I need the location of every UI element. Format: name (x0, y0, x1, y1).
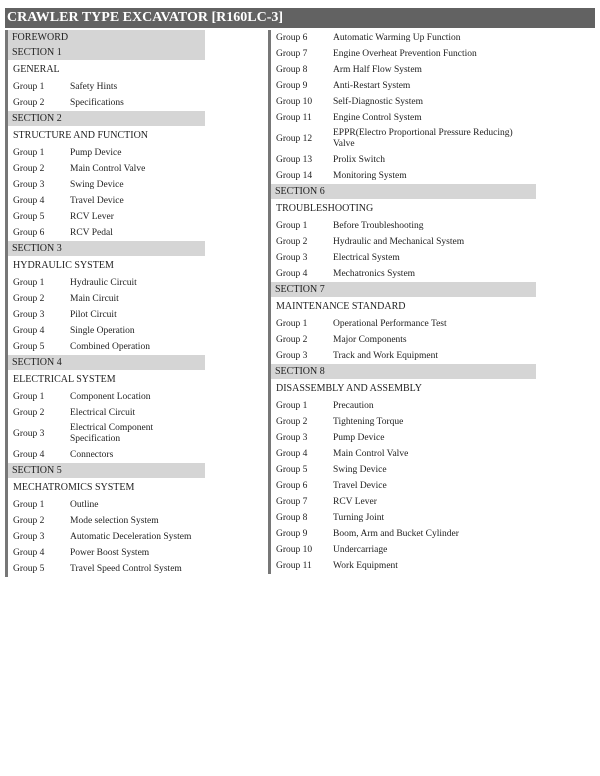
toc-group-link[interactable] (268, 558, 536, 574)
group-title: Pilot Circuit (70, 309, 117, 320)
section-title-structure-and-function[interactable]: STRUCTURE AND FUNCTION (5, 126, 205, 145)
section-title-general[interactable]: GENERAL (5, 60, 205, 79)
group-number: Group 7 (276, 49, 308, 59)
group-number: Group 2 (13, 164, 45, 174)
toc-left-column (5, 30, 205, 577)
toc-group-link[interactable] (268, 78, 536, 94)
toc-group-link[interactable] (5, 161, 205, 177)
group-title: Component Location (70, 391, 151, 402)
section-header-section-8[interactable]: SECTION 8 (268, 364, 536, 379)
group-number: Group 5 (13, 342, 45, 352)
group-number: Group 8 (276, 65, 308, 75)
toc-group-link[interactable] (268, 542, 536, 558)
toc-group-link[interactable] (5, 447, 205, 463)
group-number: Group 3 (13, 310, 45, 320)
toc-group-link[interactable] (5, 421, 205, 447)
group-title: RCV Lever (70, 211, 114, 222)
toc-group-link[interactable] (268, 332, 536, 348)
group-title: Single Operation (70, 325, 135, 336)
section-title-maintenance-standard[interactable]: MAINTENANCE STANDARD (268, 297, 536, 316)
page-title: CRAWLER TYPE EXCAVATOR [R160LC-3] (5, 8, 595, 28)
group-title: Automatic Deceleration System (70, 531, 192, 542)
section-header-section-2[interactable]: SECTION 2 (5, 111, 205, 126)
section-title-troubleshooting[interactable]: TROUBLESHOOTING (268, 199, 536, 218)
group-title: Undercarriage (333, 544, 388, 555)
toc-group-link[interactable] (268, 250, 536, 266)
section-title-disassembly-and-assembly[interactable]: DISASSEMBLY AND ASSEMBLY (268, 379, 536, 398)
toc-group-link[interactable] (5, 95, 205, 111)
toc-group-link[interactable] (268, 348, 536, 364)
group-title: Swing Device (333, 464, 387, 475)
group-title: Work Equipment (333, 560, 398, 571)
group-number: Group 6 (276, 33, 308, 43)
toc-group-link[interactable] (268, 414, 536, 430)
group-number: Group 5 (13, 212, 45, 222)
group-number: Group 4 (13, 326, 45, 336)
toc-group-link[interactable] (5, 291, 205, 307)
toc-group-link[interactable] (5, 275, 205, 291)
group-number: Group 2 (276, 237, 308, 247)
group-number: Group 1 (13, 500, 45, 510)
group-number: Group 9 (276, 81, 308, 91)
group-title: Turning Joint (333, 512, 385, 523)
group-title: Electrical System (333, 252, 400, 263)
toc-group-link[interactable] (5, 209, 205, 225)
toc-group-link[interactable] (268, 494, 536, 510)
group-title: Arm Half Flow System (333, 64, 422, 75)
group-number: Group 8 (276, 513, 308, 523)
group-number: Group 5 (276, 465, 308, 475)
group-number: Group 1 (276, 319, 308, 329)
group-title: Power Boost System (70, 547, 150, 558)
group-number: Group 2 (276, 417, 308, 427)
group-title: Self-Diagnostic System (333, 96, 423, 107)
group-title: Operational Performance Test (333, 318, 447, 329)
group-title: Pump Device (333, 432, 385, 443)
toc-group-link[interactable] (268, 30, 536, 46)
group-title: Electrical Component Specification (70, 423, 154, 444)
group-number: Group 3 (13, 180, 45, 190)
group-title: Mechatronics System (333, 268, 416, 279)
group-title: Track and Work Equipment (333, 350, 439, 361)
group-number: Group 13 (276, 155, 313, 165)
group-title: RCV Pedal (70, 227, 113, 238)
group-title: Prolix Switch (333, 154, 385, 165)
toc-group-link[interactable] (5, 225, 205, 241)
group-title: Safety Hints (70, 81, 118, 92)
group-title: Main Control Valve (70, 163, 146, 174)
group-number: Group 3 (276, 253, 308, 263)
group-number: Group 10 (276, 97, 313, 107)
group-number: Group 1 (276, 221, 308, 231)
toc-group-link[interactable] (5, 339, 205, 355)
group-number: Group 4 (13, 450, 45, 460)
section-title-mechatromics-system[interactable]: MECHATROMICS SYSTEM (5, 478, 205, 497)
section-header-foreword[interactable]: FOREWORD (5, 30, 205, 45)
group-number: Group 10 (276, 545, 313, 555)
toc-group-link[interactable] (268, 446, 536, 462)
group-title: Hydraulic and Mechanical System (333, 236, 465, 247)
group-title: Hydraulic Circuit (70, 277, 137, 288)
group-number: Group 6 (13, 228, 45, 238)
toc-right-column (268, 30, 536, 574)
group-number: Group 14 (276, 171, 313, 181)
group-title: Main Control Valve (333, 448, 409, 459)
group-number: Group 2 (276, 335, 308, 345)
section-title-electrical-system[interactable]: ELECTRICAL SYSTEM (5, 370, 205, 389)
toc-group-link[interactable] (268, 316, 536, 332)
toc-group-link[interactable] (268, 266, 536, 282)
group-number: Group 3 (13, 429, 45, 439)
group-title: Monitoring System (333, 170, 407, 181)
group-title: Outline (70, 499, 99, 510)
group-title: Pump Device (70, 147, 122, 158)
group-number: Group 9 (276, 529, 308, 539)
group-number: Group 1 (276, 401, 308, 411)
group-number: Group 6 (276, 481, 308, 491)
toc-group-link[interactable] (268, 168, 536, 184)
toc-group-link[interactable] (5, 193, 205, 209)
section-header-section-7[interactable]: SECTION 7 (268, 282, 536, 297)
toc-group-link[interactable] (268, 430, 536, 446)
group-title: EPPR(Electro Proportional Pressure Reducing) Valve (333, 128, 513, 149)
group-number: Group 1 (13, 392, 45, 402)
group-number: Group 7 (276, 497, 308, 507)
toc-group-link[interactable] (5, 529, 205, 545)
group-number: Group 2 (13, 98, 45, 108)
group-number: Group 11 (276, 113, 312, 123)
group-number: Group 3 (276, 433, 308, 443)
group-title: Precaution (333, 400, 374, 411)
group-number: Group 11 (276, 561, 312, 571)
group-number: Group 3 (13, 532, 45, 542)
group-number: Group 1 (13, 148, 45, 158)
group-number: Group 2 (13, 294, 45, 304)
group-title: Travel Device (70, 195, 124, 206)
group-number: Group 12 (276, 134, 313, 144)
toc-group-link[interactable] (5, 389, 205, 405)
group-title: Major Components (333, 334, 407, 345)
group-number: Group 1 (13, 278, 45, 288)
group-number: Group 4 (276, 449, 308, 459)
toc-group-link[interactable] (268, 46, 536, 62)
toc-group-link[interactable] (268, 526, 536, 542)
toc-group-link[interactable] (268, 234, 536, 250)
toc-group-link[interactable] (5, 497, 205, 513)
group-title: Engine Control System (333, 112, 422, 123)
group-title: RCV Lever (333, 496, 377, 507)
toc-group-link[interactable] (5, 545, 205, 561)
group-title: Automatic Warming Up Function (333, 32, 461, 43)
toc-group-link[interactable] (268, 94, 536, 110)
group-number: Group 2 (13, 408, 45, 418)
group-title: Engine Overheat Prevention Function (333, 48, 477, 59)
group-title: Before Troubleshooting (333, 220, 424, 231)
group-number: Group 4 (13, 196, 45, 206)
group-title: Anti-Restart System (333, 80, 411, 91)
group-title: Main Circuit (70, 293, 119, 304)
toc-group-link[interactable] (5, 145, 205, 161)
section-header-section-5[interactable]: SECTION 5 (5, 463, 205, 478)
group-title: Swing Device (70, 179, 124, 190)
group-title: Combined Operation (70, 341, 150, 352)
section-header-section-6[interactable]: SECTION 6 (268, 184, 536, 199)
toc-group-link[interactable] (268, 462, 536, 478)
toc-group-link[interactable] (268, 152, 536, 168)
toc-group-link[interactable] (5, 177, 205, 193)
group-title: Connectors (70, 449, 114, 460)
toc-group-link[interactable] (5, 323, 205, 339)
group-title: Electrical Circuit (70, 407, 136, 418)
group-title: Tightening Torque (333, 416, 404, 427)
toc-group-link[interactable] (5, 79, 205, 95)
toc-group-link[interactable] (268, 398, 536, 414)
group-number: Group 2 (13, 516, 45, 526)
toc-group-link[interactable] (5, 561, 205, 577)
section-title-hydraulic-system[interactable]: HYDRAULIC SYSTEM (5, 256, 205, 275)
group-title: Travel Speed Control System (70, 563, 182, 574)
group-number: Group 5 (13, 564, 45, 574)
group-number: Group 4 (276, 269, 308, 279)
group-title: Specifications (70, 97, 124, 108)
toc-group-link[interactable] (5, 513, 205, 529)
group-number: Group 3 (276, 351, 308, 361)
group-title: Boom, Arm and Bucket Cylinder (333, 528, 459, 539)
toc-group-link[interactable] (5, 307, 205, 323)
toc-group-link[interactable] (268, 218, 536, 234)
section-header-section-3[interactable]: SECTION 3 (5, 241, 205, 256)
group-title: Travel Device (333, 480, 387, 491)
section-header-section-4[interactable]: SECTION 4 (5, 355, 205, 370)
group-title: Mode selection System (70, 515, 159, 526)
toc-group-link[interactable] (268, 510, 536, 526)
toc-group-link[interactable] (268, 126, 536, 152)
toc-group-link[interactable] (268, 110, 536, 126)
group-number: Group 1 (13, 82, 45, 92)
toc-group-link[interactable] (268, 478, 536, 494)
group-number: Group 4 (13, 548, 45, 558)
section-header-section-1[interactable]: SECTION 1 (5, 45, 205, 60)
toc-group-link[interactable] (268, 62, 536, 78)
toc-group-link[interactable] (5, 405, 205, 421)
